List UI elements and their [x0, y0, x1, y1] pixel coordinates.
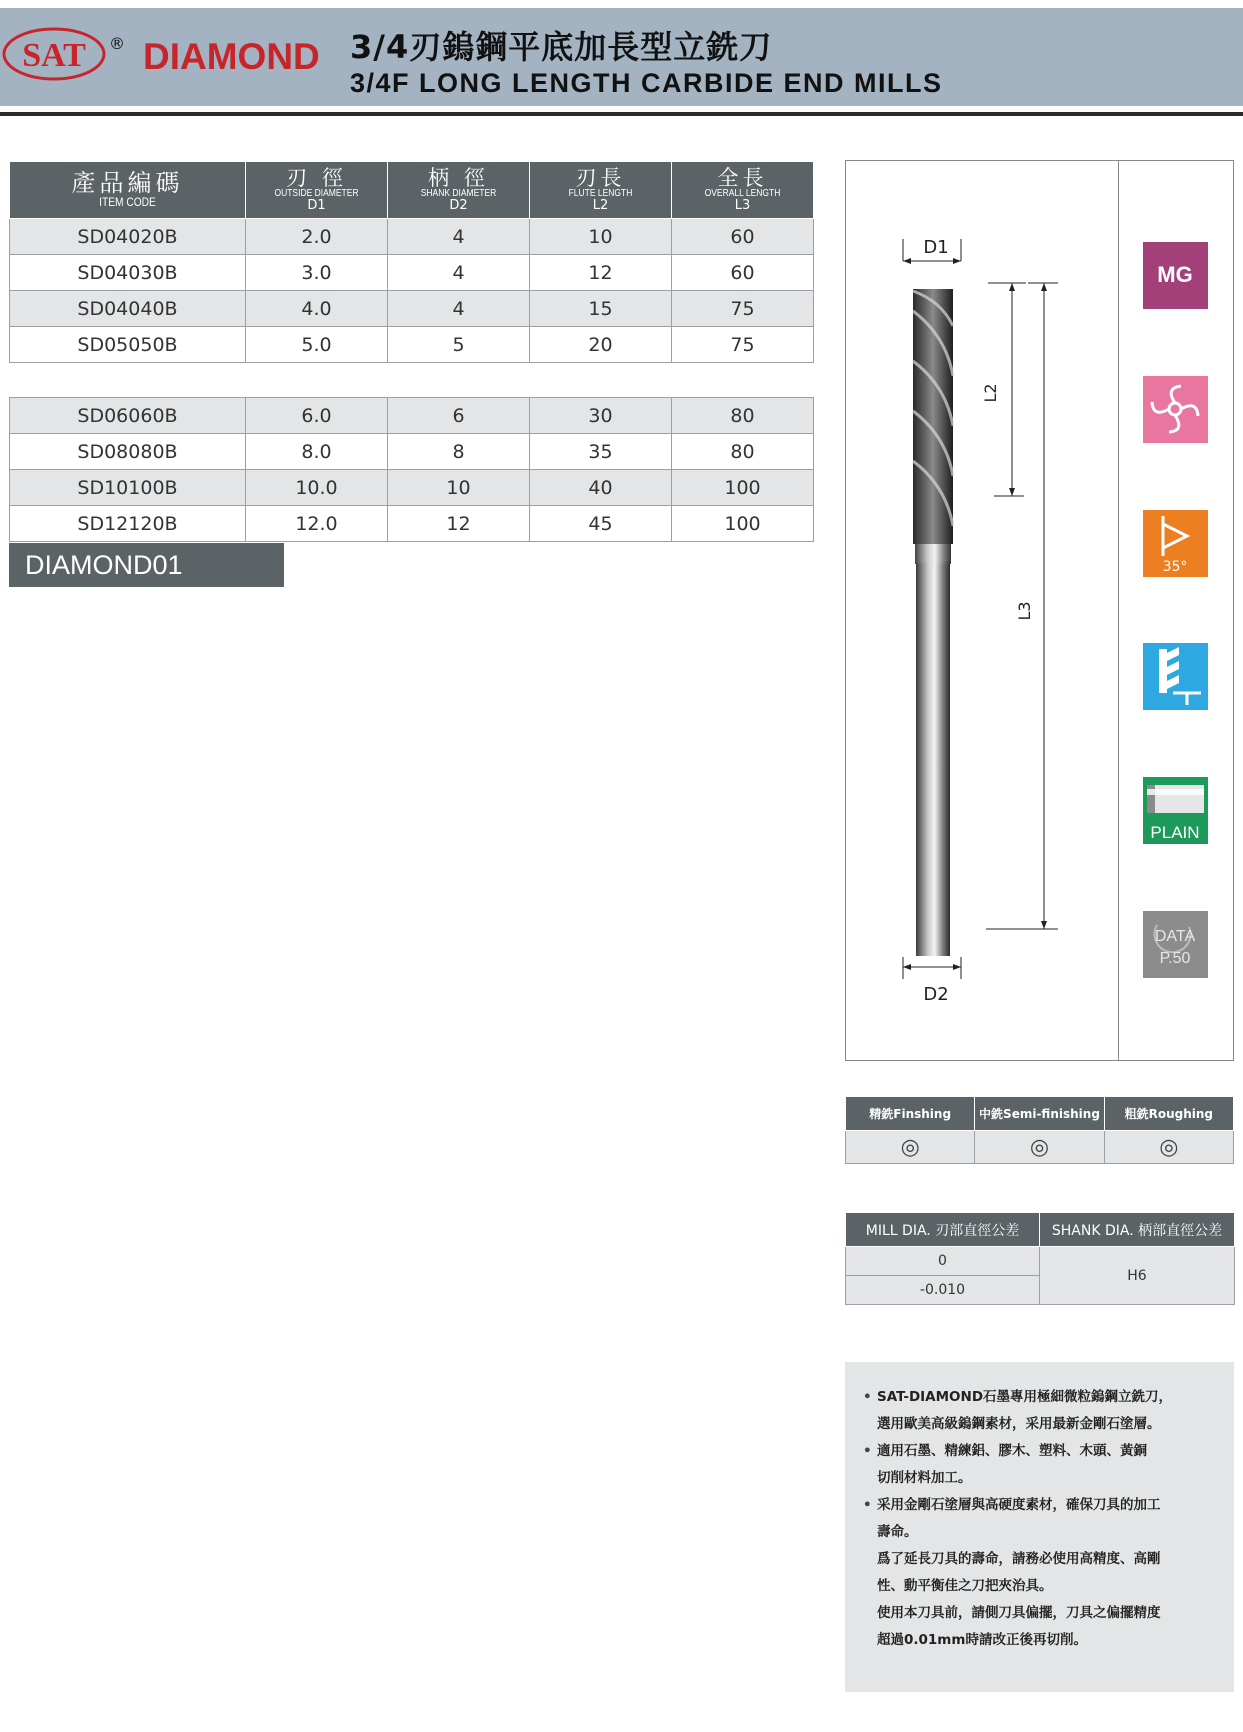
cell-flute-length: 20	[530, 327, 672, 363]
svg-text:35°: 35°	[1162, 559, 1188, 575]
table-gap	[10, 363, 814, 398]
page-title-en: 3/4F LONG LENGTH CARBIDE END MILLS	[350, 68, 943, 98]
note-line: 爲了延長刀具的壽命，請務必使用高精度、高剛	[877, 1551, 1161, 1567]
cell-item-code: SD04020B	[10, 219, 246, 255]
roughing-mark: ◎	[1104, 1131, 1233, 1164]
cell-shank-diameter: 4	[388, 219, 530, 255]
d1-dimension	[903, 237, 961, 264]
cell-item-code: SD10100B	[10, 470, 246, 506]
note-line: • 采用金剛石塗層與高硬度素材，確保刀具的加工	[865, 1492, 1212, 1519]
note-line: 性、動平衡佳之刀把夾治具。	[877, 1578, 1053, 1594]
data-page-icon	[1143, 911, 1208, 978]
tolerance-table	[845, 1212, 1235, 1305]
cell-item-code: SD06060B	[10, 398, 246, 434]
spec-table	[9, 161, 814, 542]
header-roughing: 粗銑Roughing	[1104, 1097, 1233, 1131]
tool-shank	[916, 561, 950, 956]
svg-text:SAT: SAT	[22, 37, 86, 74]
svg-text:MG: MG	[1157, 262, 1193, 287]
brand-name: DIAMOND	[143, 36, 320, 77]
table-row	[10, 291, 814, 327]
cell-shank-diameter: 5	[388, 327, 530, 363]
cell-item-code: SD04040B	[10, 291, 246, 327]
mill-dia-upper: 0	[846, 1247, 1040, 1276]
panel-divider	[1118, 160, 1119, 1061]
svg-text:P.50: P.50	[1159, 950, 1191, 967]
cell-shank-diameter: 4	[388, 291, 530, 327]
page-title-cn: 3/4刃鎢鋼平底加長型立銑刀	[350, 28, 773, 66]
col-shank-diameter: 柄 徑 SHANK DIAMETER D2	[388, 162, 530, 219]
cell-outside-diameter: 3.0	[246, 255, 388, 291]
note-line: 壽命。	[877, 1524, 918, 1540]
cell-outside-diameter: 12.0	[246, 506, 388, 542]
table-row	[10, 219, 814, 255]
flute-cross-section-icon	[1143, 376, 1208, 443]
table-row	[10, 327, 814, 363]
note-line: 選用歐美高級鎢鋼素材，采用最新金剛石塗層。	[877, 1416, 1161, 1432]
mg-icon	[1143, 242, 1208, 309]
cell-shank-diameter: 12	[388, 506, 530, 542]
cell-outside-diameter: 2.0	[246, 219, 388, 255]
product-notes	[845, 1362, 1234, 1692]
col-overall-length: 全長 OVERALL LENGTH L3	[672, 162, 814, 219]
cell-overall-length: 60	[672, 219, 814, 255]
end-mill-drawing	[846, 161, 1118, 1060]
l3-dimension	[986, 283, 1058, 929]
cell-flute-length: 30	[530, 398, 672, 434]
cell-outside-diameter: 8.0	[246, 434, 388, 470]
registered-mark: ®	[109, 34, 125, 53]
spec-header-row	[10, 162, 814, 219]
cell-overall-length: 75	[672, 327, 814, 363]
cell-overall-length: 75	[672, 291, 814, 327]
cell-flute-length: 12	[530, 255, 672, 291]
mill-dia-lower: -0.010	[846, 1276, 1040, 1305]
note-line: • SAT-DIAMOND石墨專用極細微粒鎢鋼立銑刀，	[865, 1384, 1212, 1411]
shank-dia-tolerance: H6	[1040, 1247, 1235, 1305]
table-row	[10, 506, 814, 542]
d2-dimension	[903, 957, 961, 1005]
d1-label: D1	[923, 237, 949, 258]
cell-overall-length: 60	[672, 255, 814, 291]
cell-flute-length: 40	[530, 470, 672, 506]
cell-shank-diameter: 8	[388, 434, 530, 470]
note-line: 使用本刀具前，請側刀具偏擺，刀具之偏擺精度	[877, 1605, 1161, 1621]
svg-text:PLAIN: PLAIN	[1150, 823, 1200, 842]
machining-table	[845, 1096, 1234, 1164]
note-line: 超過0.01mm時請改正後再切削。	[877, 1632, 1087, 1648]
cell-overall-length: 80	[672, 434, 814, 470]
cell-flute-length: 15	[530, 291, 672, 327]
table-row	[10, 398, 814, 434]
table-row	[10, 255, 814, 291]
cell-outside-diameter: 5.0	[246, 327, 388, 363]
cell-outside-diameter: 10.0	[246, 470, 388, 506]
l3-label: L3	[1015, 601, 1034, 621]
helix-angle-icon	[1143, 510, 1208, 577]
cell-item-code: SD05050B	[10, 327, 246, 363]
table-row	[10, 470, 814, 506]
svg-text:DATA: DATA	[1154, 928, 1196, 945]
header-semi-finishing: 中銑Semi-finishing	[975, 1097, 1104, 1131]
series-label: DIAMOND01 SERIES	[9, 543, 284, 587]
cell-shank-diameter: 4	[388, 255, 530, 291]
note-line: • 適用石墨、精練鋁、膠木、塑料、木頭、黃銅	[865, 1438, 1212, 1465]
cell-outside-diameter: 6.0	[246, 398, 388, 434]
cell-flute-length: 45	[530, 506, 672, 542]
sat-logo	[2, 26, 106, 82]
cell-flute-length: 35	[530, 434, 672, 470]
l2-dimension	[981, 283, 1026, 496]
col-outside-diameter: 刃 徑 OUTSIDE DIAMETER D1	[246, 162, 388, 219]
cell-flute-length: 10	[530, 219, 672, 255]
d2-label: D2	[923, 984, 949, 1005]
cell-outside-diameter: 4.0	[246, 291, 388, 327]
col-item-code: 產品編碼 ITEM CODE	[10, 162, 246, 219]
plain-shank-icon	[1143, 777, 1208, 844]
cell-item-code: SD04030B	[10, 255, 246, 291]
flat-bottom-icon	[1143, 643, 1208, 710]
header-rule	[0, 112, 1243, 116]
cell-item-code: SD12120B	[10, 506, 246, 542]
cell-shank-diameter: 10	[388, 470, 530, 506]
col-flute-length: 刃長 FLUTE LENGTH L2	[530, 162, 672, 219]
l2-label: L2	[981, 383, 1000, 403]
cell-overall-length: 80	[672, 398, 814, 434]
note-line: 切削材料加工。	[877, 1470, 972, 1486]
header-finishing: 精銑Finshing	[846, 1097, 975, 1131]
semi-finishing-mark: ◎	[975, 1131, 1104, 1164]
cell-overall-length: 100	[672, 470, 814, 506]
cell-overall-length: 100	[672, 506, 814, 542]
header-shank-dia: SHANK DIA. 柄部直徑公差	[1040, 1213, 1235, 1247]
cell-item-code: SD08080B	[10, 434, 246, 470]
finishing-mark: ◎	[846, 1131, 975, 1164]
table-row	[10, 434, 814, 470]
cell-shank-diameter: 6	[388, 398, 530, 434]
header-mill-dia: MILL DIA. 刃部直徑公差	[846, 1213, 1040, 1247]
